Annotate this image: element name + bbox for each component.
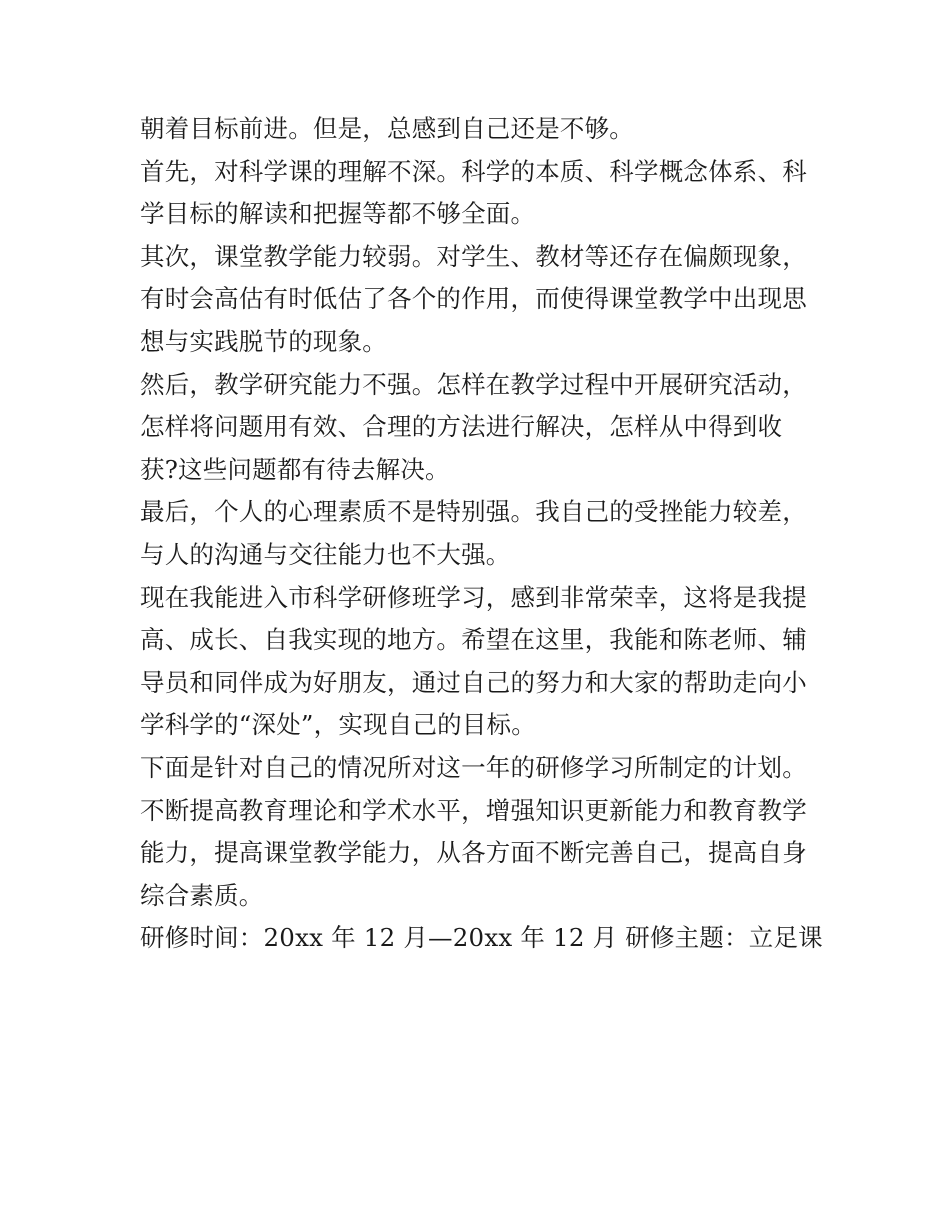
text-line: 研修时间：20xx 年 12 月—20xx 年 12 月 研修主题：立足课: [140, 923, 823, 953]
text-line: 有时会高估有时低估了各个的作用，而使得课堂教学中出现思: [140, 284, 807, 314]
text-line: 最后，个人的心理素质不是特别强。我自己的受挫能力较差，: [140, 497, 807, 527]
text-line: 学目标的解读和把握等都不够全面。: [140, 199, 536, 229]
text-line: 与人的沟通与交往能力也不大强。: [140, 539, 511, 569]
text-line: 学科学的“深处”，实现自己的目标。: [140, 710, 536, 740]
text-line: 导员和同伴成为好朋友，通过自己的努力和大家的帮助走向小: [140, 667, 807, 697]
text-line: 获?这些问题都有待去解决。: [140, 454, 450, 484]
document-body: [140, 108, 823, 960]
text-line: 朝着目标前进。但是，总感到自己还是不够。: [140, 114, 634, 143]
text-line: 能力，提高课堂教学能力，从各方面不断完善自己，提高自身: [140, 838, 807, 868]
text-line: 现在我能进入市科学研修班学习，感到非常荣幸，这将是我提: [140, 582, 807, 612]
text-line: 其次，课堂教学能力较弱。对学生、教材等还存在偏颇现象，: [140, 241, 807, 271]
text-line: 怎样将问题用有效、合理的方法进行解决，怎样从中得到收: [140, 412, 783, 442]
text-line: 想与实践脱节的现象。: [140, 326, 387, 356]
text-line: 然后，教学研究能力不强。怎样在教学过程中开展研究活动，: [140, 369, 807, 399]
text-line: 下面是针对自己的情况所对这一年的研修学习所制定的计划。: [140, 752, 807, 782]
text-line: 首先，对科学课的理解不深。科学的本质、科学概念体系、科: [140, 156, 807, 186]
text-line: 不断提高教育理论和学术水平，增强知识更新能力和教育教学: [140, 795, 807, 825]
text-line: 综合素质。: [140, 880, 264, 910]
text-line: 高、成长、自我实现的地方。希望在这里，我能和陈老师、辅: [140, 625, 807, 655]
